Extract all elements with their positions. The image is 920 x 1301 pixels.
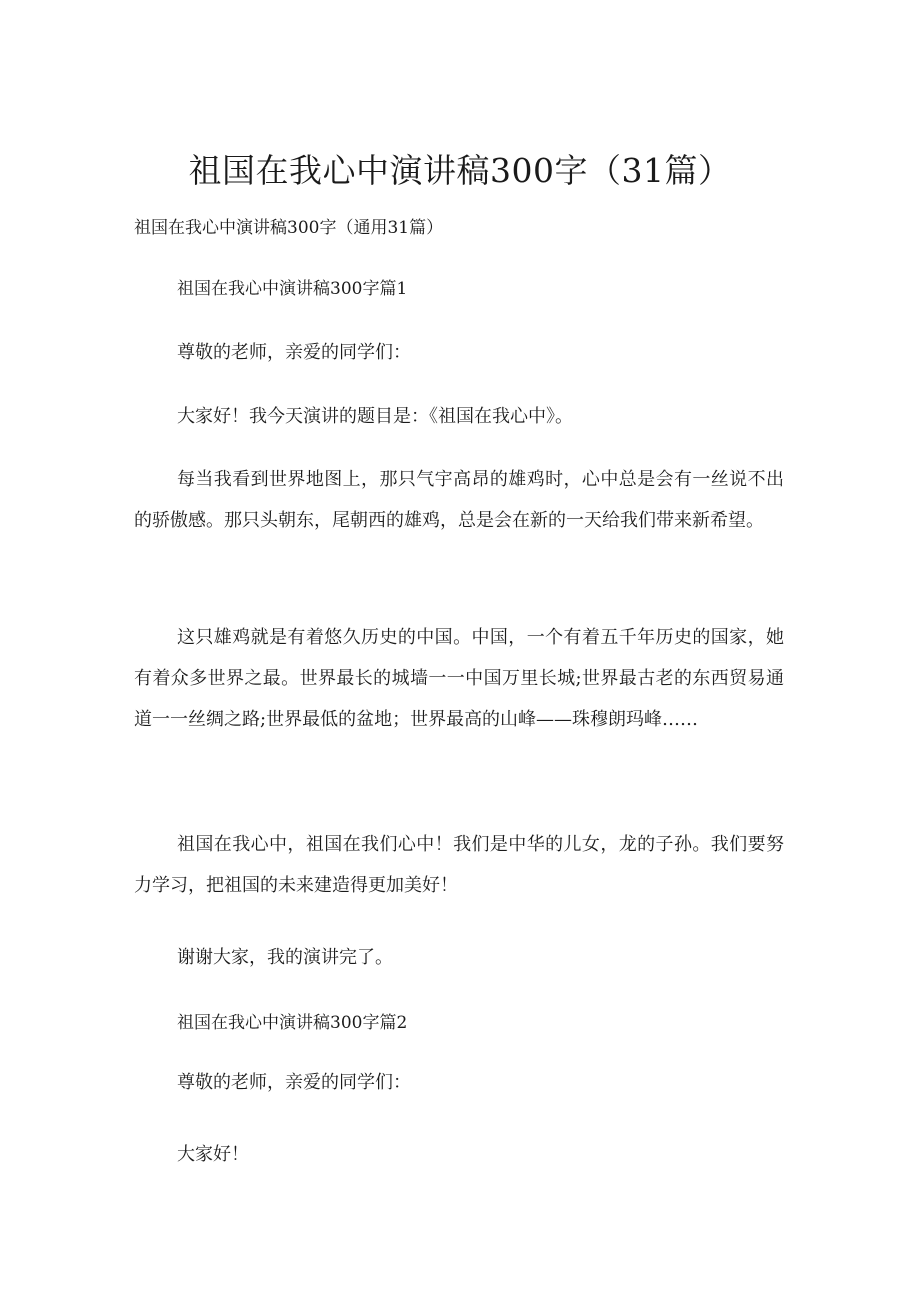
paragraph-closing-1: 谢谢大家，我的演讲完了。 [177, 947, 393, 968]
paragraph-body-1: 每当我看到世界地图上，那只气宇高昂的雄鸡时，心中总是会有一丝说不出的骄傲感。那只头朝东，尾朝西的雄鸡，总是会在新的一天给我们带来新希望。 [134, 469, 784, 531]
paragraph-body-3: 祖国在我心中，祖国在我们心中！我们是中华的儿女，龙的子孙。我们要努力学习，把祖国的未来建造得更加美好！ [134, 834, 784, 896]
document-title: 祖国在我心中演讲稿300字（31篇） [188, 151, 732, 190]
section-heading-2: 祖国在我心中演讲稿300字篇2 [177, 1013, 408, 1033]
paragraph-intro-2: 大家好！ [177, 1144, 249, 1165]
section-heading-1: 祖国在我心中演讲稿300字篇1 [177, 279, 408, 299]
paragraph-intro-1: 大家好！我今天演讲的题目是：《祖国在我心中》。 [177, 406, 573, 427]
paragraph-greeting-1: 尊敬的老师，亲爱的同学们： [177, 342, 411, 363]
paragraph-greeting-2: 尊敬的老师，亲爱的同学们： [177, 1072, 411, 1093]
document-subtitle: 祖国在我心中演讲稿300字（通用31篇） [134, 218, 444, 238]
paragraph-body-2: 这只雄鸡就是有着悠久历史的中国。中国，一个有着五千年历史的国家，她有着众多世界之最。世界最长的城墙一一中国万里长城;世界最古老的东西贸易通道一一丝绸之路;世界最低的盆地；世界最高的山峰——珠穆朗玛峰…… [134, 627, 784, 730]
